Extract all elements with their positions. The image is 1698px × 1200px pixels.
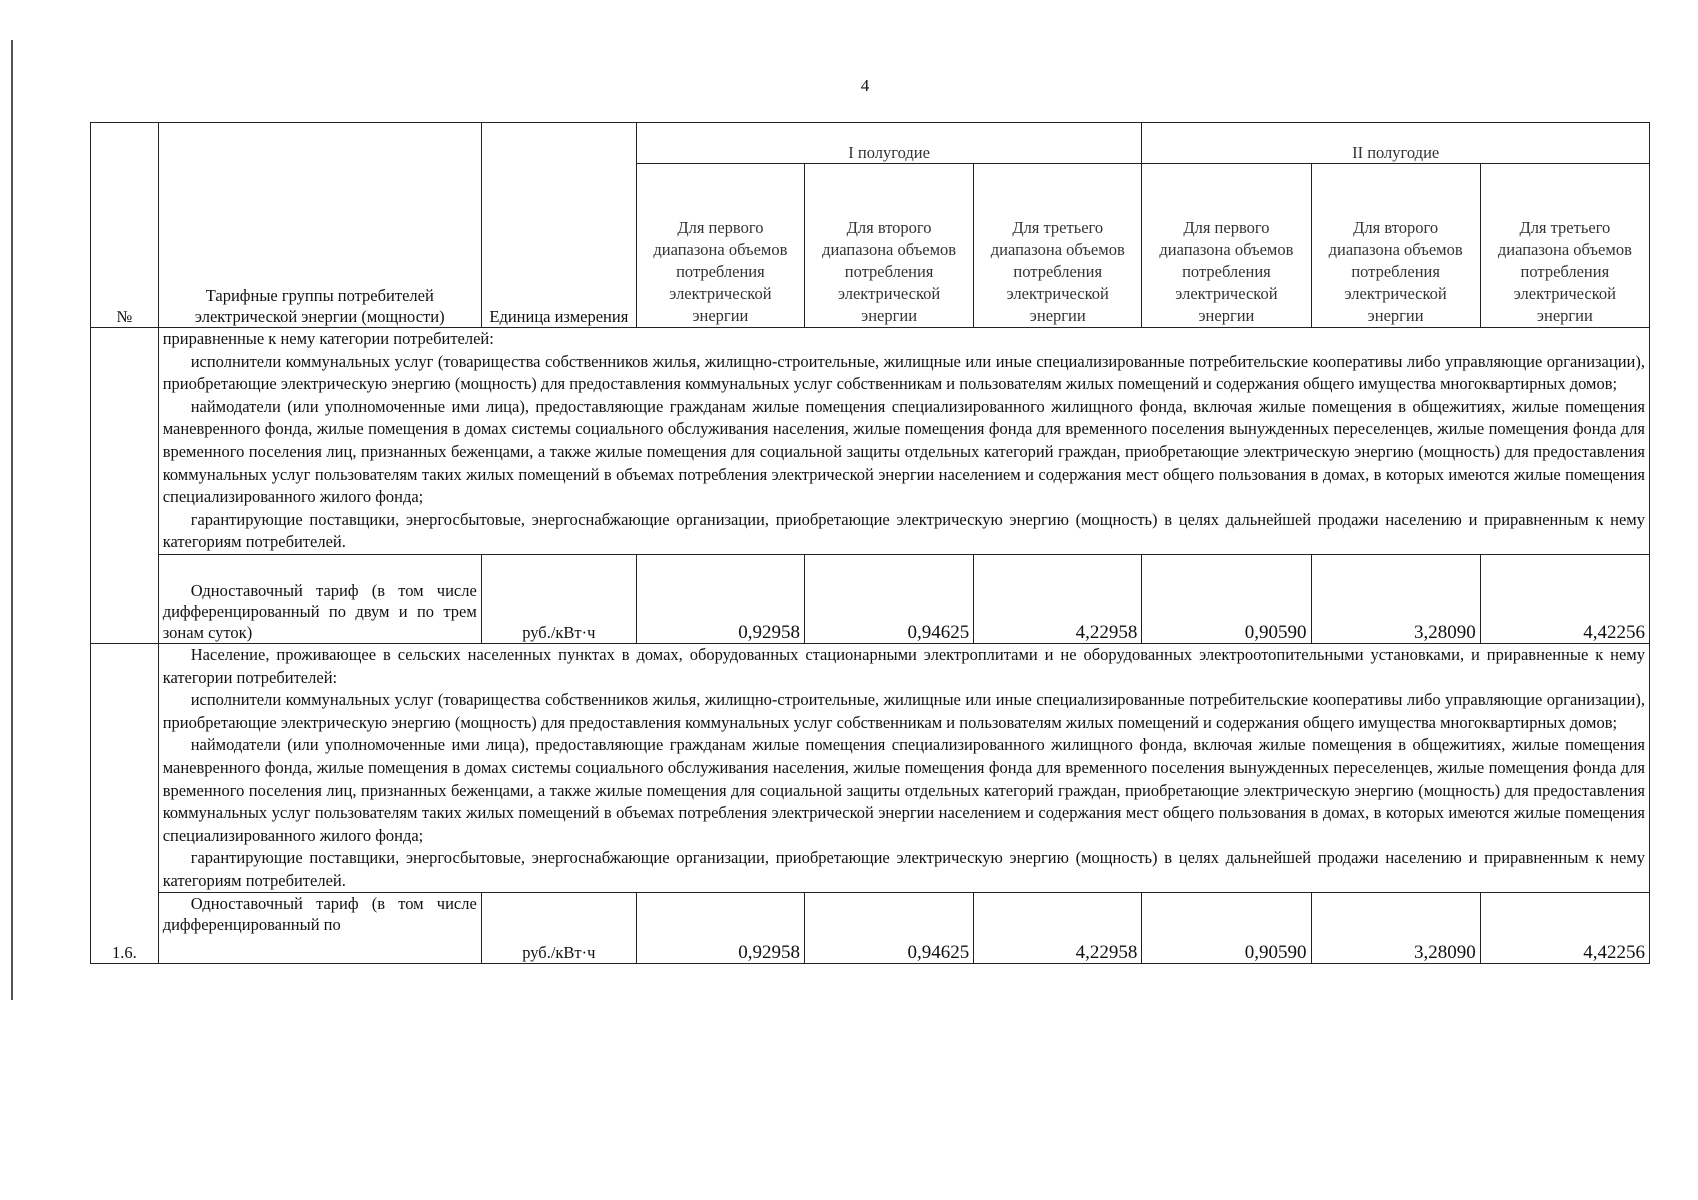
header-h2-range-3: Для третьего диапазона объемов потребления электрической энергии xyxy=(1480,164,1649,328)
tariff-label xyxy=(158,554,481,643)
value-cell: 0,90590 xyxy=(1142,893,1311,964)
value-cell: 0,92958 xyxy=(636,893,804,964)
header-h1-range-3: Для третьего диапазона объемов потребления электрической энергии xyxy=(974,164,1142,328)
description-paragraph: исполнители коммунальных услуг (товарищества собственников жилья, жилищно-строительные, жилищные или иные специализированные потребительские кооперативы либо управляющие организации), приобретающие электрическую энергию (мощность) для предоставления коммунальных услуг собственникам и пользователям жилых помещений и содержания общего имущества многоквартирных домов; xyxy=(162,351,1645,394)
unit-cell: руб./кВт·ч xyxy=(481,893,636,964)
header-h1-range-1: Для первого диапазона объемов потребления электрической энергии xyxy=(636,164,804,328)
description-paragraph: приравненные к нему категории потребителей: xyxy=(162,329,494,348)
value-cell: 0,94625 xyxy=(804,554,973,643)
table-row xyxy=(91,328,1650,555)
row-number: 1.6. xyxy=(91,643,159,964)
header-half-1: I полугодие xyxy=(636,123,1141,164)
scan-margin-line xyxy=(11,40,13,1000)
value-cell: 0,94625 xyxy=(804,893,973,964)
value-cell: 3,28090 xyxy=(1311,893,1480,964)
value-cell: 4,42256 xyxy=(1480,554,1649,643)
table-row xyxy=(91,554,1650,643)
description-paragraph: наймодатели (или уполномоченные ими лица), предоставляющие гражданам жилые помещения специализированного жилищного фонда, включая жилые помещения в общежитиях, жилые помещения маневренного фонда, жилые помещения в домах системы социального обслуживания населения, жилые помещения фонда для временного поселения вынужденных переселенцев, жилые помещения фонда для временного поселения лиц, признанных беженцами, а также жилые помещения для социальной защиты отдельных категорий граждан, приобретающие электрическую энергию (мощность) для предоставления коммунальных услуг пользователям таких жилых помещений в объемах потребления электрической энергии населением и содержания мест общего пользования в домах, в которых имеются жилые помещения специализированного жилого фонда; xyxy=(162,735,1645,845)
tariff-table xyxy=(90,122,1650,964)
tariff-label-text: Одноставочный тариф (в том числе дифференцированный по двум и по трем зонам суток) xyxy=(162,580,477,642)
value-cell: 4,22958 xyxy=(974,554,1142,643)
tariff-label-text: Одноставочный тариф (в том числе дифференцированный по xyxy=(162,894,477,935)
table-row xyxy=(91,643,1650,893)
value-cell: 4,22958 xyxy=(974,893,1142,964)
header-h2-range-2: Для второго диапазона объемов потребления электрической энергии xyxy=(1311,164,1480,328)
unit-cell: руб./кВт·ч xyxy=(481,554,636,643)
header-row-halves xyxy=(91,123,1650,164)
description-paragraph: исполнители коммунальных услуг (товарищества собственников жилья, жилищно-строительные, жилищные или иные специализированные потребительские кооперативы либо управляющие организации), приобретающие электрическую энергию (мощность) для предоставления коммунальных услуг собственникам и пользователям жилых помещений и содержания общего имущества многоквартирных домов; xyxy=(162,690,1645,732)
category-description xyxy=(158,328,1649,555)
tariff-label xyxy=(158,893,481,964)
description-paragraph: гарантирующие поставщики, энергосбытовые, энергоснабжающие организации, приобретающие электрическую энергию (мощность) в целях дальнейшей продажи населению и приравненным к нему категориям потребителей. xyxy=(162,509,1645,552)
page-number: 4 xyxy=(860,76,870,95)
header-unit: Единица измерения xyxy=(481,123,636,328)
header-number: № xyxy=(91,123,159,328)
table-row xyxy=(91,893,1650,964)
description-paragraph: наймодатели (или уполномоченные ими лица), предоставляющие гражданам жилые помещения специализированного жилищного фонда, включая жилые помещения в общежитиях, жилые помещения маневренного фонда, жилые помещения в домах системы социального обслуживания населения, жилые помещения фонда для временного поселения вынужденных переселенцев, жилые помещения фонда для временного поселения лиц, признанных беженцами, а также жилые помещения для социальной защиты отдельных категорий граждан, приобретающие электрическую энергию (мощность) для предоставления коммунальных услуг пользователям таких жилых помещений в объемах потребления электрической энергии населением и содержания мест общего пользования в домах, в которых имеются жилые помещения специализированного жилого фонда; xyxy=(162,396,1645,507)
header-h2-range-1: Для первого диапазона объемов потребления электрической энергии xyxy=(1142,164,1311,328)
description-paragraph: Население, проживающее в сельских населенных пунктах в домах, оборудованных стационарными электроплитами и не оборудованных электроотопительными установками, и приравненные к нему категории потребителей: xyxy=(162,644,1645,687)
header-h1-range-2: Для второго диапазона объемов потребления электрической энергии xyxy=(804,164,973,328)
category-description xyxy=(158,643,1649,893)
value-cell: 3,28090 xyxy=(1311,554,1480,643)
value-cell: 0,90590 xyxy=(1142,554,1311,643)
header-half-2: II полугодие xyxy=(1142,123,1650,164)
header-tariff-groups: Тарифные группы потребителей электрической энергии (мощности) xyxy=(158,123,481,328)
row-number xyxy=(91,328,159,644)
value-cell: 4,42256 xyxy=(1480,893,1649,964)
value-cell: 0,92958 xyxy=(636,554,804,643)
description-paragraph: гарантирующие поставщики, энергосбытовые, энергоснабжающие организации, приобретающие электрическую энергию (мощность) в целях дальнейшей продажи населению и приравненным к нему категориям потребителей. xyxy=(162,848,1645,890)
